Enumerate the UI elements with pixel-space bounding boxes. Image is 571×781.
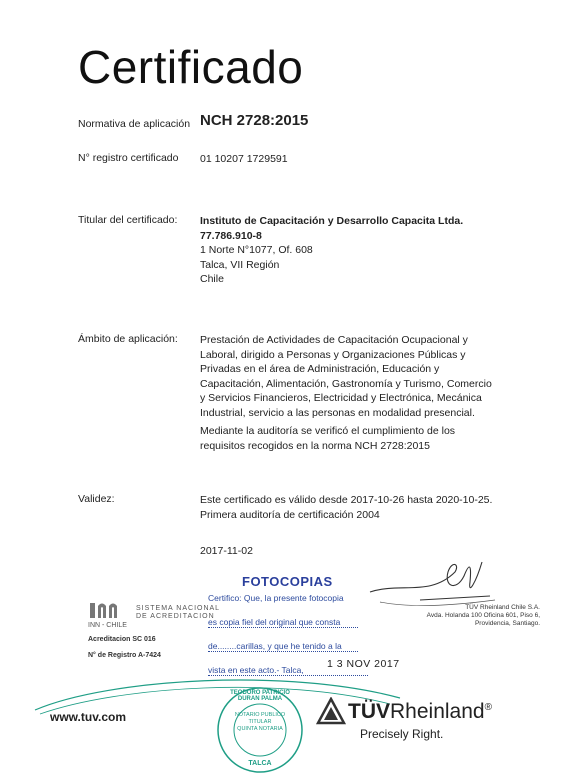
seal-inner-text xyxy=(232,712,288,733)
inn-logo-icon xyxy=(88,600,134,620)
tuv-triangle-icon xyxy=(316,697,346,725)
titular-label: Titular del certificado: xyxy=(78,214,178,226)
audit-line: requisitos recogidos en la norma NCH 2728:2015 xyxy=(200,439,430,452)
titular-address1: 1 Norte N°1077, Of. 608 xyxy=(200,244,313,256)
ambito-line: Industrial, servicio a las personas en modalidad presencial. xyxy=(200,406,475,419)
notary-stamp-date: 1 3 NOV 2017 xyxy=(327,658,400,670)
tuv-company-name: TÜV Rheinland Chile S.A. xyxy=(465,604,540,611)
registro-value: 01 10207 1729591 xyxy=(200,153,288,165)
validez-label: Validez: xyxy=(78,493,115,505)
notary-line4: vista en este acto.- Talca, xyxy=(208,665,368,676)
ambito-line: Capacitación, Alimentación, Gastronomía y Turismo, Comercio xyxy=(200,377,492,390)
page-title: Certificado xyxy=(78,41,304,93)
ambito-line: Privadas en el área de Administración, Educación y xyxy=(200,363,440,375)
seal-inner1: NOTARIO PUBLICO xyxy=(234,712,286,718)
seal-ring-text: TEODORO PATRICIO DURAN PALMA xyxy=(230,690,290,702)
titular-block xyxy=(200,214,463,287)
signature-icon xyxy=(360,552,500,612)
issue-date: 2017-11-02 xyxy=(200,545,253,557)
ambito-line: y Servicios Financieros, Electricidad y Electrónica, Mecánica xyxy=(200,392,482,404)
inn-line1: SISTEMA NACIONAL xyxy=(136,605,221,612)
inn-line2: DE ACREDITACION xyxy=(136,613,215,620)
tuv-address2: Providencia, Santiago. xyxy=(474,620,540,627)
validez-text xyxy=(200,493,492,522)
validez-line2: Primera auditoría de certificación 2004 xyxy=(200,508,380,521)
registro-label: N° registro certificado xyxy=(78,152,179,164)
inn-acreditacion: Acreditacion SC 016 xyxy=(88,636,156,643)
tuv-brand xyxy=(348,700,492,724)
website-link[interactable]: www.tuv.com xyxy=(50,710,127,724)
audit-line: Mediante la auditoría se verificó el cumplimiento de los xyxy=(200,425,456,437)
ambito-text xyxy=(200,333,500,420)
inn-registro: N° de Registro A-7424 xyxy=(88,652,161,659)
seal-city: TALCA xyxy=(248,760,272,767)
notary-line1: Certifico: Que, la presente fotocopia xyxy=(208,593,344,603)
normativa-value: NCH 2728:2015 xyxy=(200,112,309,129)
inn-system-text xyxy=(136,605,220,621)
normativa-label: Normativa de aplicación xyxy=(78,118,191,130)
seal-inner2: TITULAR xyxy=(248,719,272,725)
notary-title: FOTOCOPIAS xyxy=(242,574,333,589)
tuv-address1: Avda. Holanda 100 Oficina 601, Piso 6, xyxy=(426,612,540,619)
titular-address2: Talca, VII Región xyxy=(200,258,280,271)
titular-rut: 77.786.910-8 xyxy=(200,229,262,242)
titular-name: Instituto de Capacitación y Desarrollo Capacita Ltda. xyxy=(200,215,464,227)
notary-line3: de........carillas, y que he tenido a la xyxy=(208,641,358,652)
validez-line1: Este certificado es válido desde 2017-10-26 hasta 2020-10-25. xyxy=(200,494,493,506)
ambito-line: Laboral, dirigido a Personas y Organizaciones Públicas y xyxy=(200,348,466,361)
tuv-brand-rheinland: Rheinland xyxy=(390,700,485,723)
tuv-brand-tuv: TÜV xyxy=(348,700,390,723)
seal-inner3: QUINTA NOTARIA xyxy=(237,726,283,732)
ambito-label: Ámbito de aplicación: xyxy=(78,333,178,345)
ambito-line: Prestación de Actividades de Capacitación Ocupacional y xyxy=(200,334,468,346)
tuv-address-block xyxy=(400,604,540,628)
tuv-slogan: Precisely Right. xyxy=(360,727,444,741)
notary-line2: es copia fiel del original que consta xyxy=(208,617,358,628)
tuv-brand-reg: ® xyxy=(484,702,492,713)
inn-label: INN - CHILE xyxy=(88,622,127,629)
audit-text xyxy=(200,424,500,453)
titular-country: Chile xyxy=(200,273,224,285)
